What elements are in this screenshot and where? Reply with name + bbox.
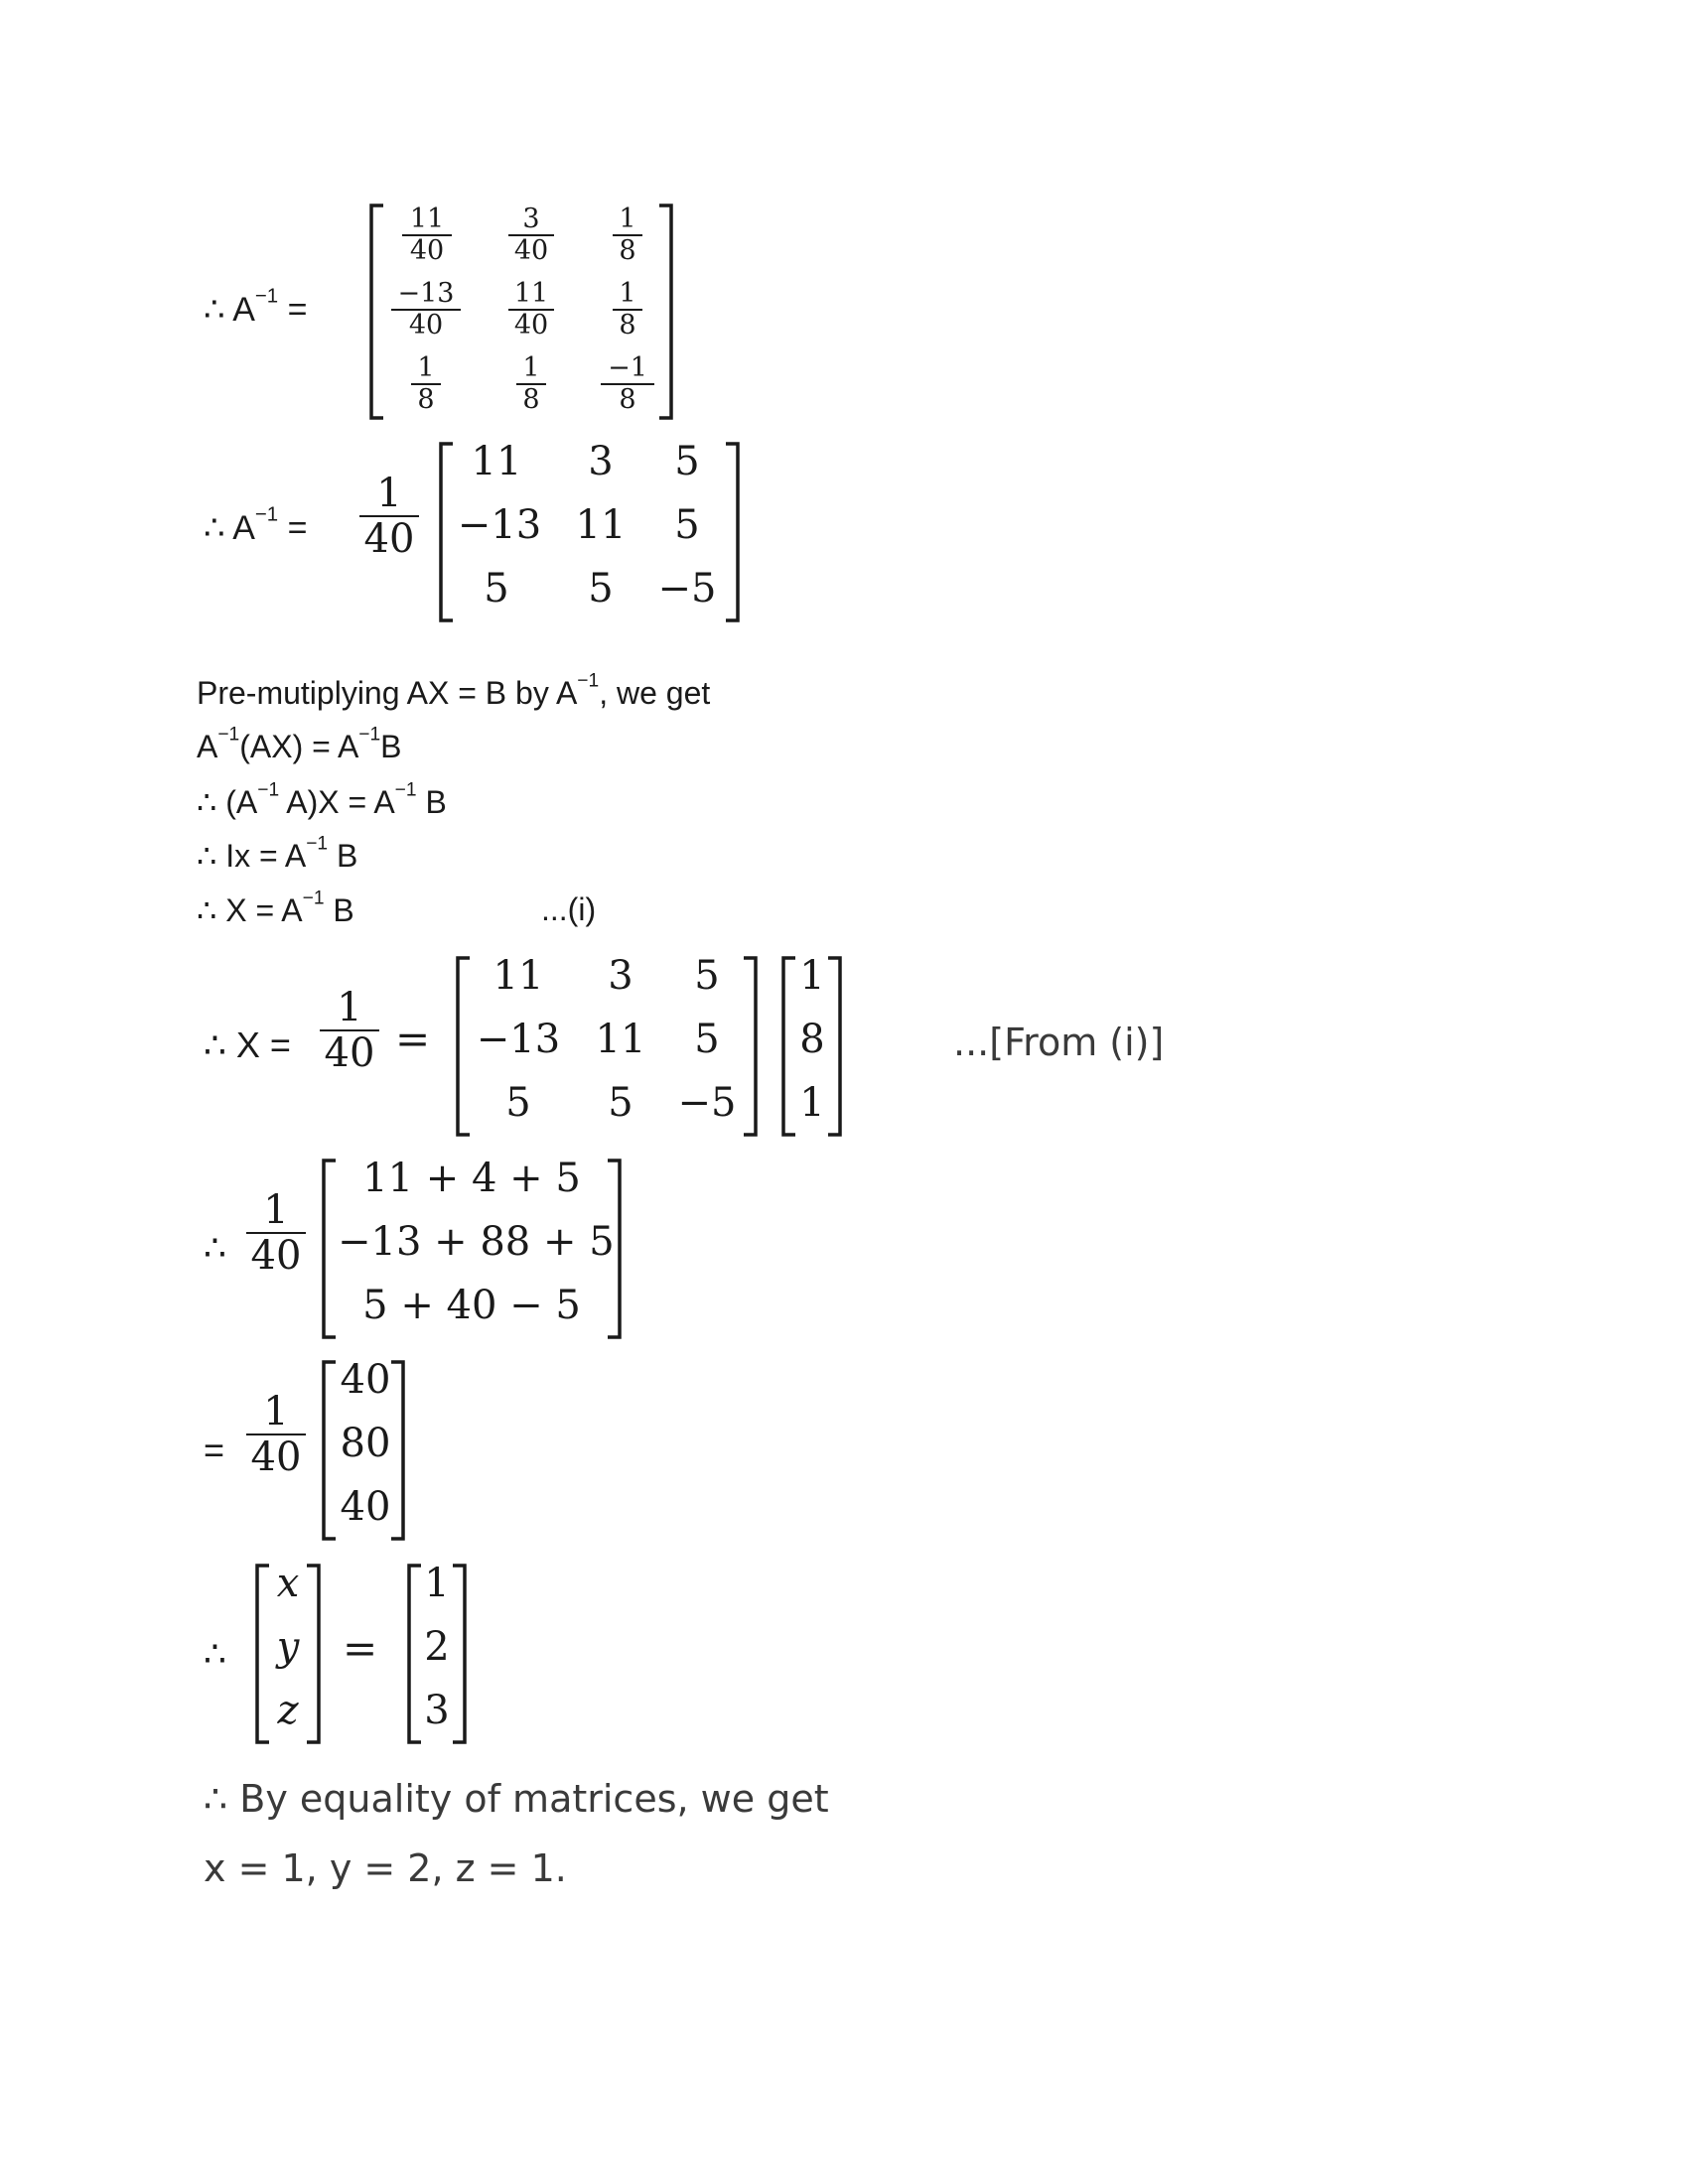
eq1-cell-23: 1 8 (613, 279, 642, 341)
eq3-vector-2: 8 (799, 1017, 825, 1062)
eq3-label: ∴ X = (204, 1024, 291, 1065)
eq6-label: ∴ (204, 1633, 226, 1674)
eq5-row-1: 40 (340, 1357, 391, 1403)
eq2-cell-32: 5 (588, 566, 614, 612)
eq6-rhs-2: 2 (424, 1624, 450, 1670)
eq4-label: ∴ (204, 1227, 226, 1268)
eq1-label: ∴ $A^{-1}$ = (204, 285, 308, 329)
text-line-step3: ∴ $Ix = A^{-1}$ B (197, 833, 358, 874)
text-line-step2: ∴ ($A^{-1}$ $A)X = A^{-1}$ B (197, 779, 447, 820)
text-line-step4: ∴ $X = A^{-1}$ B (197, 887, 354, 928)
eq4-scalar: 1 40 (246, 1188, 306, 1278)
eq3-vector-3: 1 (799, 1080, 825, 1126)
eq6-lhs-z: z (277, 1688, 299, 1733)
eq4-row-3: 5 + 40 − 5 (362, 1283, 581, 1328)
eq2-cell-23: 5 (674, 502, 700, 548)
eq3-cell-33: −5 (677, 1080, 737, 1126)
eq3-cell-11: 11 (492, 953, 544, 999)
eq1-cell-22: 11 40 (508, 279, 554, 341)
eq2-cell-21: −13 (457, 502, 542, 548)
eq1-cell-11: 11 40 (402, 205, 452, 266)
eq1-cell-31: 1 8 (411, 353, 441, 415)
eq2-cell-22: 11 (575, 502, 627, 548)
eq1-right-bracket (655, 204, 675, 420)
eq2-cell-11: 11 (471, 439, 522, 484)
eq4-row-1: 11 + 4 + 5 (362, 1156, 581, 1201)
eq6-rhs-1: 1 (424, 1561, 450, 1606)
text-line-step1: $A^{-1}(AX) = A^{-1}B$ (197, 724, 402, 764)
eq2-cell-31: 5 (484, 566, 509, 612)
eq6-lhs-x: x (276, 1561, 300, 1606)
eq5-label: = (204, 1430, 225, 1470)
eq5-row-3: 40 (340, 1484, 391, 1530)
eq2-cell-12: 3 (588, 439, 614, 484)
eq3-cell-32: 5 (608, 1080, 633, 1126)
eq6-lhs-y: y (276, 1624, 300, 1670)
eq6-rhs-3: 3 (424, 1688, 450, 1733)
eq3-cell-23: 5 (694, 1017, 720, 1062)
eq1-left-bracket (367, 204, 387, 420)
eq1-cell-12: 3 40 (508, 205, 554, 266)
eq5-row-2: 80 (340, 1421, 391, 1466)
eq3-cell-31: 5 (505, 1080, 531, 1126)
eq3-cell-12: 3 (608, 953, 633, 999)
eq1-cell-33: −1 8 (601, 353, 654, 415)
eq3-vector-1: 1 (799, 953, 825, 999)
eq2-scalar: 1 40 (359, 472, 419, 561)
eq1-cell-32: 1 8 (516, 353, 546, 415)
eq3-cell-13: 5 (694, 953, 720, 999)
eq2-cell-13: 5 (674, 439, 700, 484)
equation-ref-i: ...(i) (541, 891, 597, 927)
eq3-cell-21: −13 (476, 1017, 561, 1062)
conclusion-line-1: ∴ By equality of matrices, we get (204, 1777, 829, 1821)
eq2-cell-33: −5 (657, 566, 717, 612)
eq4-left-bracket (320, 1159, 340, 1339)
conclusion-line-2: x = 1, y = 2, z = 1. (204, 1846, 567, 1890)
eq2-label: ∴ $A^{-1}$ = (204, 503, 308, 547)
eq1-cell-13: 1 8 (613, 205, 642, 266)
eq6-equals: = (343, 1624, 378, 1673)
equation-ref-from-i: ...[From (i)] (953, 1021, 1165, 1064)
eq3-scalar: 1 40 (320, 986, 379, 1075)
eq4-row-2: −13 + 88 + 5 (338, 1219, 615, 1265)
eq5-scalar: 1 40 (246, 1390, 306, 1479)
eq1-cell-21: −13 40 (391, 279, 461, 341)
eq3-cell-22: 11 (595, 1017, 646, 1062)
eq3-equals: = (395, 1015, 431, 1063)
text-line-premultiply: Pre-mutiplying AX = B by $A^{-1}$, we get (197, 670, 711, 711)
